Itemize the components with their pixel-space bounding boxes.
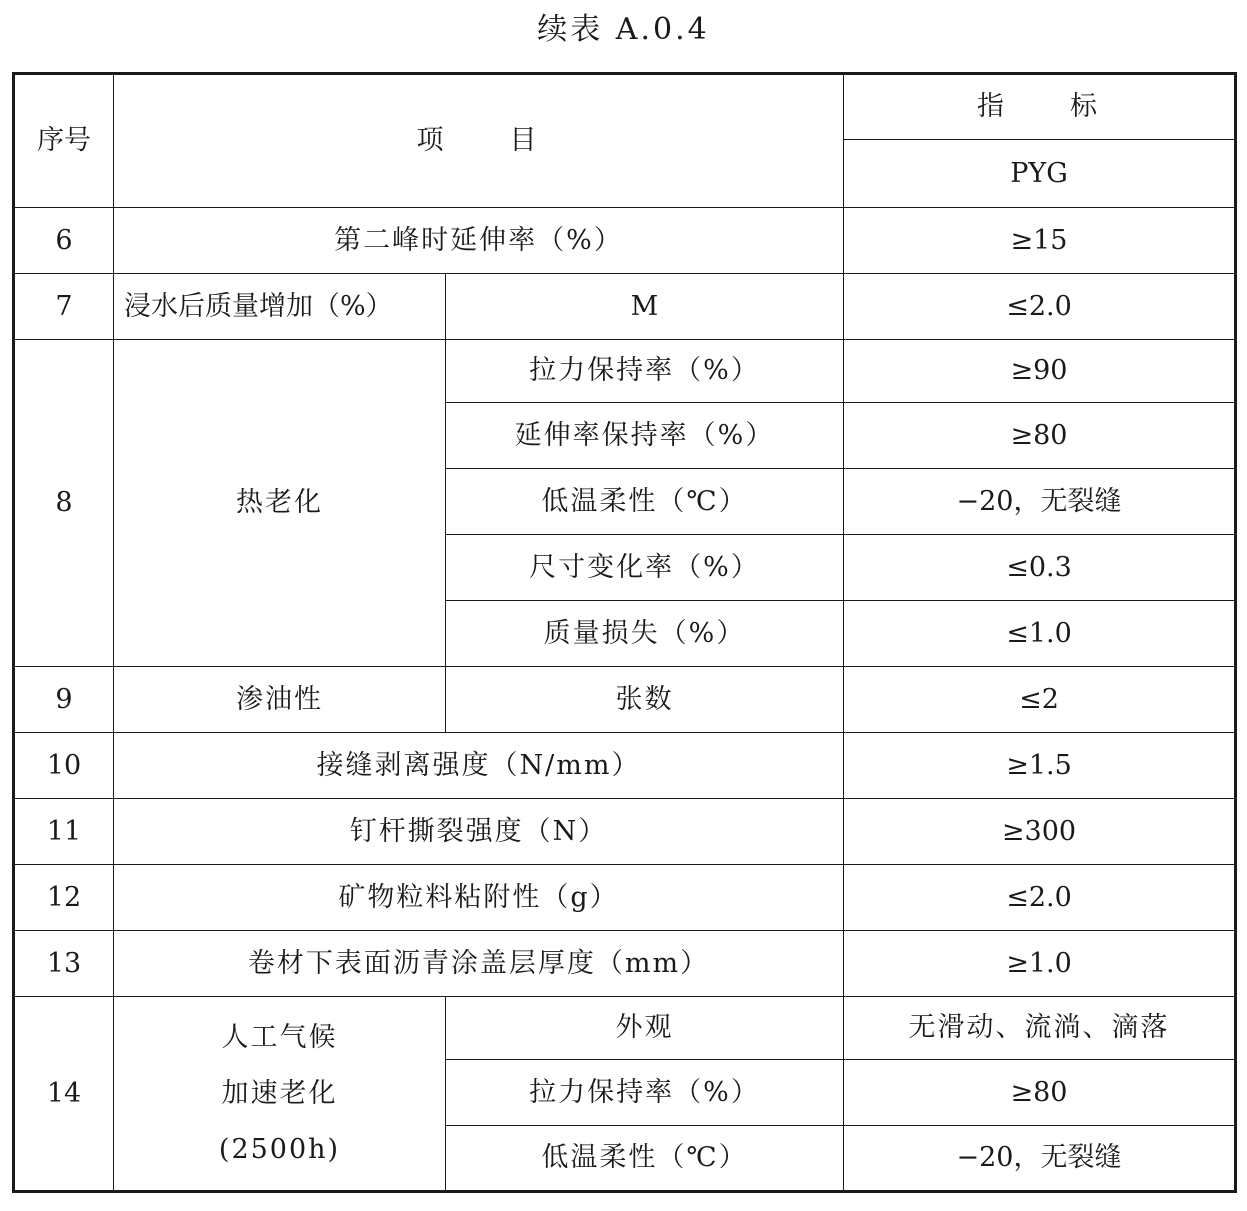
- row-item-line: 加速老化: [221, 1077, 338, 1109]
- row-value: ≤2: [844, 667, 1236, 733]
- row-value: ≤0.3: [844, 535, 1236, 601]
- row-no: 10: [14, 733, 114, 799]
- row-sub: M: [446, 274, 844, 340]
- row-sub: 低温柔性（℃）: [446, 469, 844, 535]
- header-index: 指 标: [844, 74, 1236, 140]
- spec-table: [12, 72, 1237, 1193]
- table-row: [14, 274, 1236, 340]
- row-item: 接缝剥离强度（N/mm）: [114, 733, 844, 799]
- row-value: ≥1.0: [844, 931, 1236, 997]
- table-row: [14, 799, 1236, 865]
- row-sub: 外观: [446, 997, 844, 1060]
- row-no: 6: [14, 208, 114, 274]
- row-no: 7: [14, 274, 114, 340]
- row-value: ≥80: [844, 403, 1236, 469]
- table-row: [14, 667, 1236, 733]
- row-item: 渗油性: [114, 667, 446, 733]
- row-value: ≥1.5: [844, 733, 1236, 799]
- row-no: 13: [14, 931, 114, 997]
- header-item: 项 目: [114, 74, 844, 208]
- row-value: ≤2.0: [844, 865, 1236, 931]
- row-item: 矿物粒料粘附性（g）: [114, 865, 844, 931]
- row-sub: 质量损失（%）: [446, 601, 844, 667]
- row-item-line: 人工气候: [221, 1021, 338, 1053]
- row-no: 12: [14, 865, 114, 931]
- row-sub: 拉力保持率（%）: [446, 340, 844, 403]
- row-item: 钉杆撕裂强度（N）: [114, 799, 844, 865]
- table-row: [14, 340, 1236, 403]
- header-row: [14, 74, 1236, 140]
- row-item: 卷材下表面沥青涂盖层厚度（mm）: [114, 931, 844, 997]
- row-item-line: (2500h): [218, 1133, 341, 1165]
- table-row: [14, 733, 1236, 799]
- table-title: 续表 A.0.4: [537, 12, 710, 47]
- row-no: 14: [14, 997, 114, 1192]
- row-no: 11: [14, 799, 114, 865]
- row-value: ≥90: [844, 340, 1236, 403]
- row-no: 8: [14, 340, 114, 667]
- row-sub: 延伸率保持率（%）: [446, 403, 844, 469]
- row-sub: 拉力保持率（%）: [446, 1060, 844, 1126]
- row-value: ≤2.0: [844, 274, 1236, 340]
- table-row: [14, 931, 1236, 997]
- row-value: 无滑动、流淌、滴落: [844, 997, 1236, 1060]
- header-index-sub: PYG: [844, 140, 1236, 208]
- row-sub: 张数: [446, 667, 844, 733]
- header-no: 序号: [14, 74, 114, 208]
- row-item: 浸水后质量增加（%）: [114, 274, 446, 340]
- row-sub: 低温柔性（℃）: [446, 1126, 844, 1192]
- table-row: [14, 997, 1236, 1060]
- table-row: [14, 208, 1236, 274]
- row-value: −20，无裂缝: [844, 469, 1236, 535]
- row-value: ≥300: [844, 799, 1236, 865]
- row-item-multiline: [114, 997, 446, 1192]
- row-no: 9: [14, 667, 114, 733]
- row-value: ≥15: [844, 208, 1236, 274]
- row-item: 热老化: [114, 340, 446, 667]
- table-row: [14, 865, 1236, 931]
- row-value: ≤1.0: [844, 601, 1236, 667]
- row-value: −20，无裂缝: [844, 1126, 1236, 1192]
- row-item: 第二峰时延伸率（%）: [114, 208, 844, 274]
- row-sub: 尺寸变化率（%）: [446, 535, 844, 601]
- row-value: ≥80: [844, 1060, 1236, 1126]
